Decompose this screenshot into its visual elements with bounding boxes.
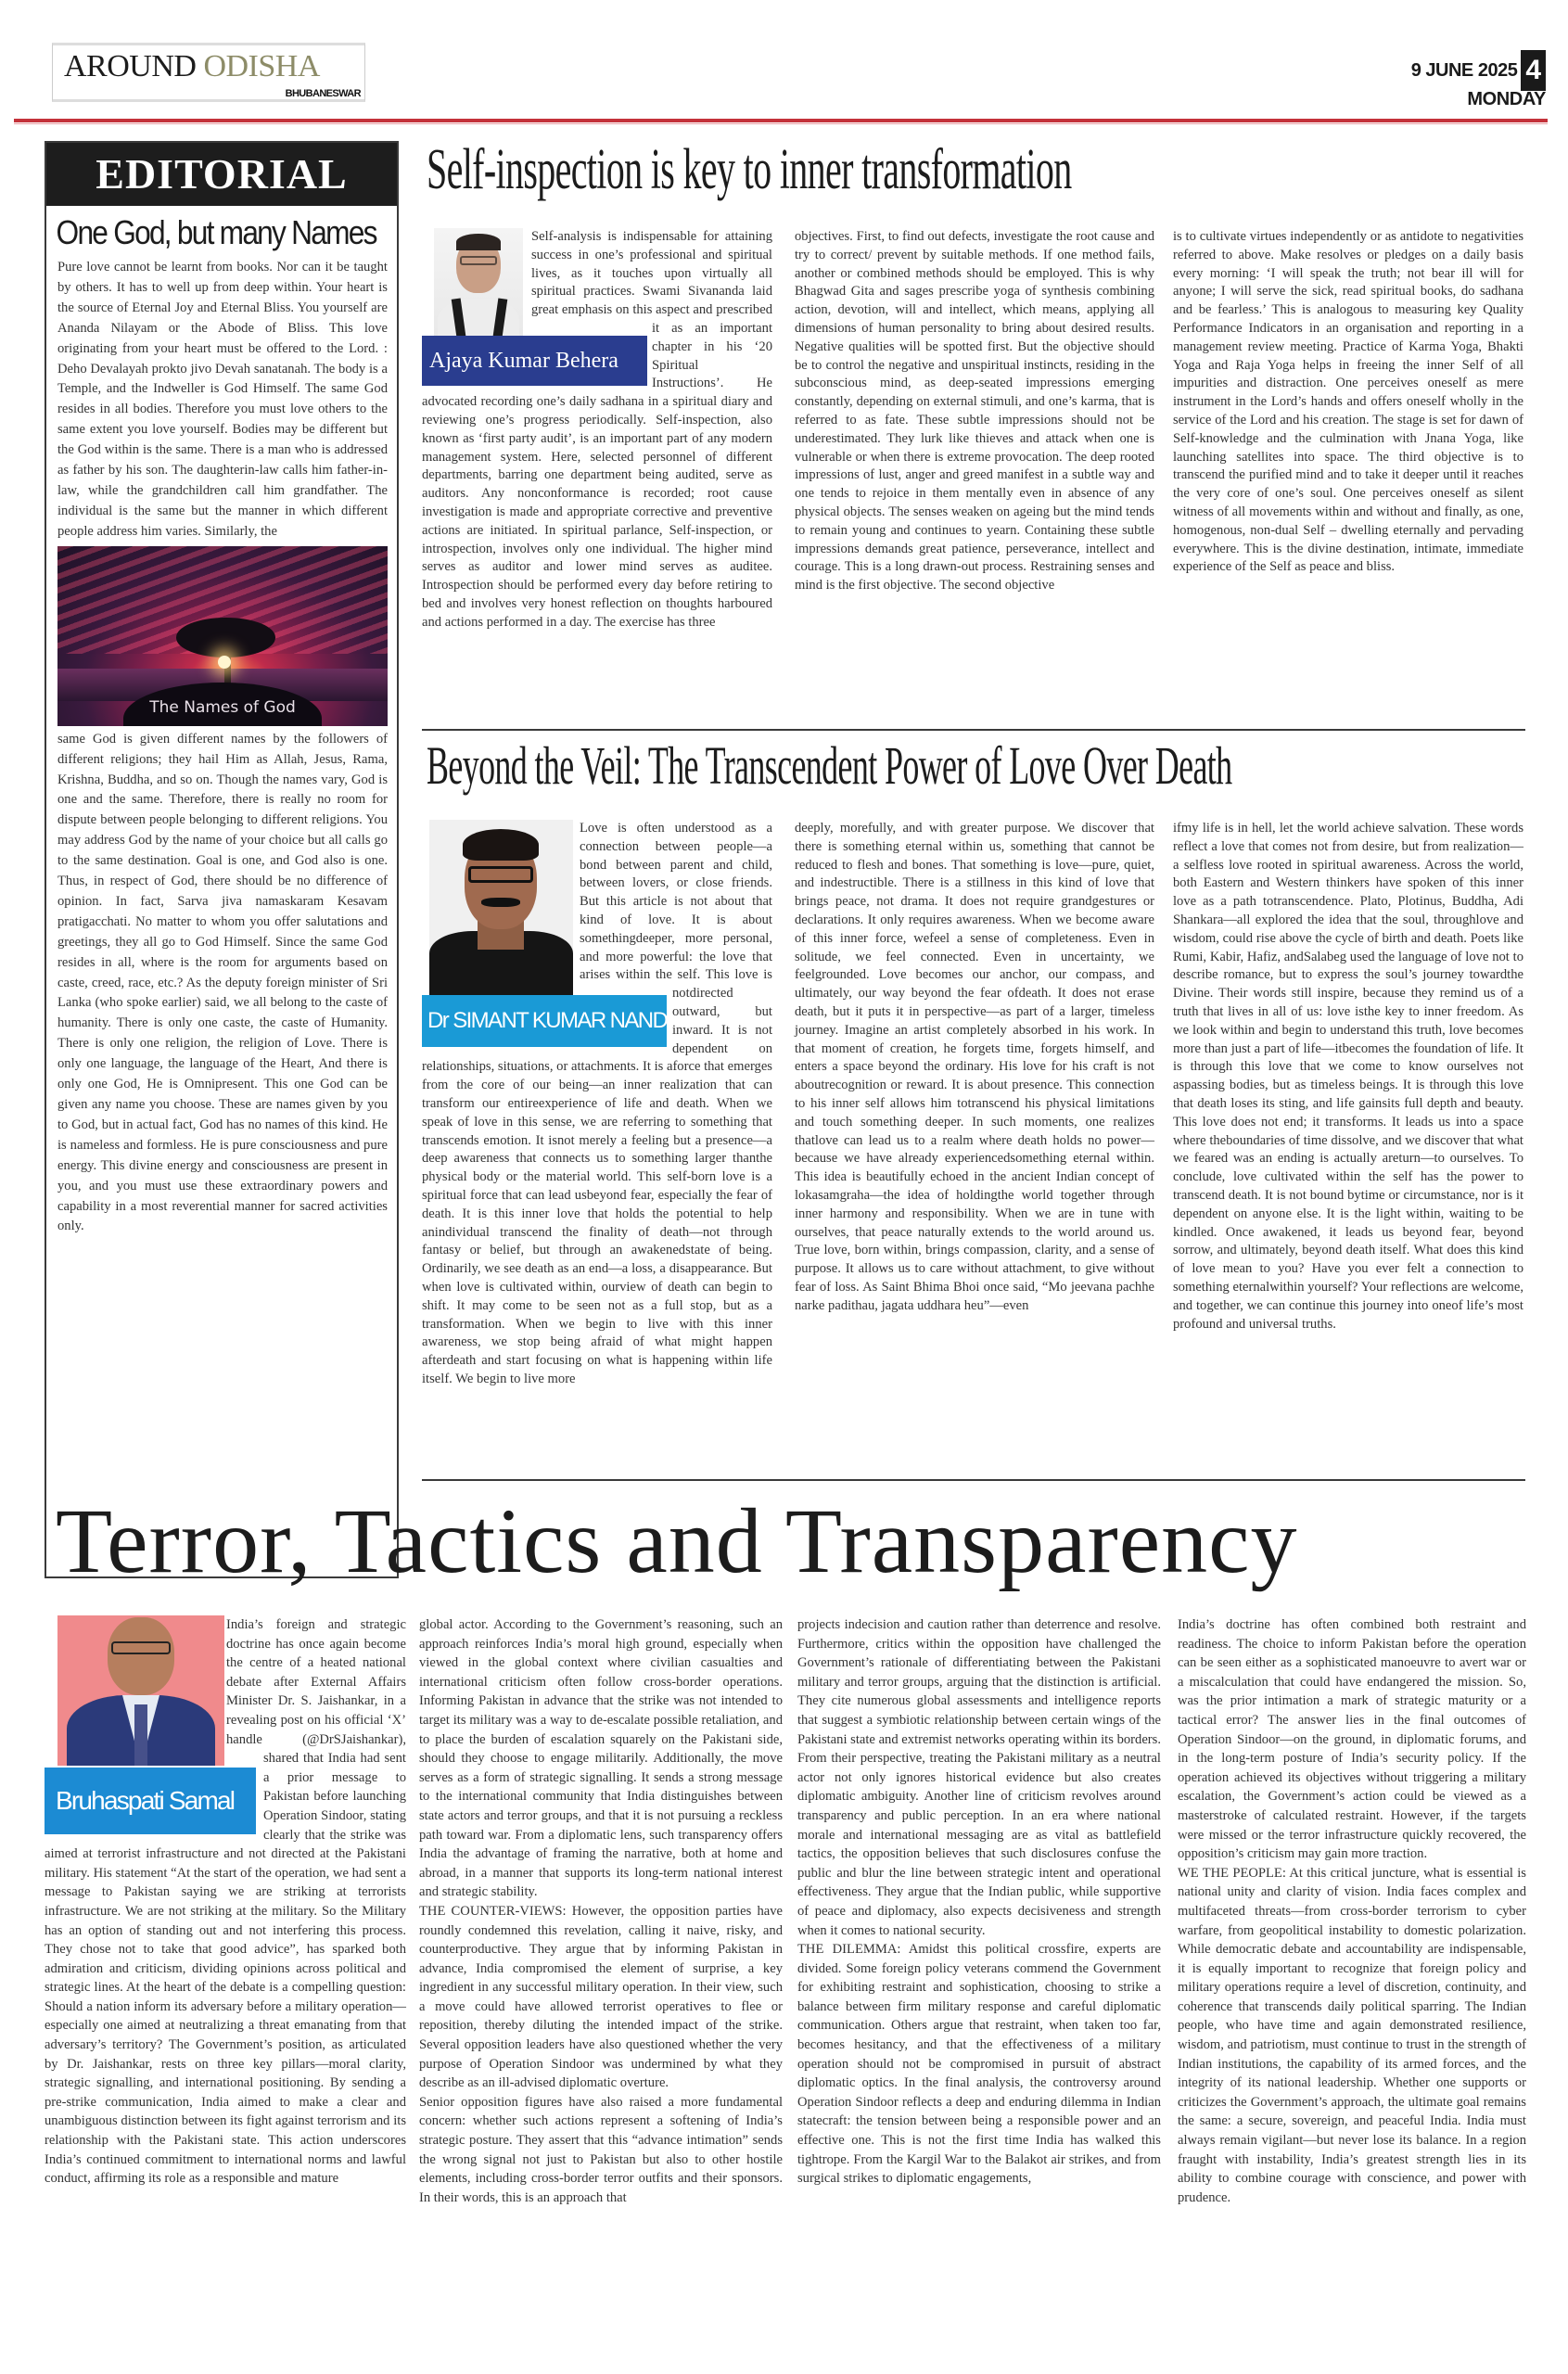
- article-column: [1178, 1615, 1526, 2207]
- tag-spacer: [422, 994, 672, 1050]
- masthead-logo: [52, 43, 365, 102]
- issue-day: MONDAY: [1467, 89, 1546, 109]
- edition-city: BHUBANESWAR: [285, 88, 361, 99]
- article-headline: Beyond the Veil: The Transcendent Power of Love Over Death: [427, 735, 1232, 796]
- article-column: [422, 820, 772, 1389]
- editorial-box: [45, 141, 399, 1578]
- image-caption: The Names of God: [149, 697, 296, 717]
- column-text: deeply, morefully, and with greater purpose. We discover that there is something eternal within us, something that cannot be reduced to flesh and bones. That something is love—pure, quiet, and indestructible. There is a stillness in this kind of love that brings peace, not drama. It does not require grandgestures or declarations. It only requires awareness. When we become aware of this inner force, wefeel a sense of completeness. Even in solitude, we feel connected. Even in uncertainty, we feelgrounded. Love becomes our anchor, our compass, and ultimately, our way beyond the fear ofdeath. It does not erase death, but it puts it in perspective—as part of a larger, timeless journey. Imagine an artist completely absorbed in his work. In that moment of creation, he forgets time, forgets himself, and enters a space beyond the ordinary. His love for his craft is not aboutrecognition or reward. It is about presence. This connection to his inner self allows him totranscend his physical limitations and touch something deeper. In such moments, one realizes thatlove can lead us to a realm where death holds no power—because we have already experiencedsomething eternal within. This idea is beautifully echoed in the ancient Indian concept of lokasamgraha—the idea of holdingthe world together through inner harmony and responsibility. When we are in tune with ourselves, that peace naturally extends to the world around us. True love, born within, brings compassion, clarity, and a sense of purpose. It allows us to care without attachment, to give without fear of loss. As Saint Bhima Bhoi once said, “Mo jeevana pachhe narke padithau, jagata uddhara heu”—even: [795, 821, 1154, 1313]
- article-column: [797, 1615, 1161, 2189]
- photo-spacer: [422, 820, 580, 994]
- tag-spacer: [422, 336, 652, 391]
- article-column: [1173, 820, 1523, 1334]
- brand-word-odisha: ODISHA: [203, 49, 320, 83]
- issue-date: 9 JUNE 2025: [1410, 59, 1518, 81]
- column-text: projects indecision and caution rather than deterrence and resolve. Furthermore, critics within the opposition have challenged the Government’s rationale of differentiating between the Pakistani military and terror groups, arguing that the distinction is artificial. They cite numerous global assessments and intelligence reports that suggest a symbiotic relationship between certain wings of the Pakistani state and extremist networks operating within its borders. From their perspective, treating the Pakistani military as a neutral actor not only ignores historical evidence but also creates diplomatic ambiguity. Another line of criticism revolves around transparency and public perception. In an era where national morale and international messaging are as vital as battlefield tactics, the opposition believes that such disclosures confuse the public and blur the line between strategic intent and operational effectiveness. They argue that the Indian public, while supportive of peace and diplomacy, also expects decisiveness and strength when it comes to national security. THE DILEMMA: Amidst this political crossfire, experts are divided. Some foreign policy veterans commend the Government for exhibiting restraint and sophistication, choosing to strike a balance between firm military response and careful diplomatic communication. Others argue that restraint, when taken too far, becomes hesitancy, and that the effectiveness of a military operation should not be compromised in pursuit of abstract diplomatic optics. In the final analysis, the controversy around Operation Sindoor reflects a deep and enduring dilemma in Indian statecraft: the tension between being a responsible power and an effective one. This is not the first time India has walked this tightrope. From the Kargil War to the Balakot air strikes, and from surgical strikes to diplomatic engagements,: [797, 1617, 1161, 2187]
- editorial-body-bottom: same God is given different names by the followers of different religions; they hail Him as Allah, Jesus, Rama, Krishna, Buddha, and so on. Though the names vary, God is one and the same. Therefore, there is really no room for dispute between people belonging to different religions. You may address God by the name of your choice but all calls go to the same destination. Goal is one, and God also is one. Thus, in respect of God, there should be no difference of opinion. In fact, Sarva jiva namaskaram Kesavam pratigacchati. No matter to whom you offer salutations and greetings, they all go to God Himself. Since the same God resides in all, where is the room for arguments based on caste, creed, race, etc.? As the deputy foreign minister of Sri Lanka (who spoke earlier) said, we all belong to the caste of humanity. There is only one caste, the caste of Humanity. There is only one religion, the religion of Love. There is only one language, the language of the Heart, And there is only one God, He is Omnipresent. This one God can be given any name you choose. These are names given by you to God, but in actual fact, God has no names of this kind. He is nameless and formless. He is pure consciousness and pure energy. This divine energy and consciousness are present in you, and you must use these extraordinary powers and capability in a most reverential manner for sacred activities only.: [57, 731, 388, 1234]
- author-byline: Dr SIMANT KUMAR NANDA: [422, 995, 667, 1047]
- brand-name: [64, 49, 320, 84]
- author-byline: Ajaya Kumar Behera: [422, 336, 647, 386]
- column-text: Self-analysis is indispensable for attaining success in one’s professional and spiritual lives, as it touches upon virtually all spiritual practices. Swami Sivananda laid great emphasis on this aspect and prescribed it as an important chapter in his ‘20 Spiritual Instructions’. He advocated recording one’s daily sadhana in a spiritual diary and reviewing one’s progress periodically. Self-inspection, also known as ‘first party audit’, is an important part of any modern management system. Here, selected personnel of different departments, barring one department being audited, serve as auditors. Any nonconformance is recorded; root cause investigation is made and appropriate corrective and preventive actions are initiated. In spiritual parlance, Self-inspection, or introspection, involves only one individual. The higher mind serves as auditor and lower mind serves as auditee. Introspection should be performed every day before retiring to bed and involves very honest reflection on thoughts harboured and actions performed in a day. The exercise has three: [422, 229, 772, 630]
- column-text: India’s foreign and strategic doctrine has once again become the centre of a heated national debate after External Affairs Minister Dr. S. Jaishankar, in a revealing post on his official ‘X’ handle (@DrSJaishankar), shared that India had sent a prior message to Pakistan before launching Operation Sindoor, stating clearly that the strike was aimed at terrorist infrastructure and not directed at the Pakistani military. His statement “At the start of the operation, we had sent a message to Pakistan saying we are striking at terrorists infrastructure. We are not striking at the military. So the Military has an option of standing out and not interfering this process. They chose not to take that good advice”, has sparked both admiration and criticism, dividing opinions across political and strategic lines. At the heart of the debate is a compelling question: Should a nation inform its adversary before a military operation—especially one aimed at neutralizing a threat emanating from that adversary’s territory? The Government’s position, as articulated by Dr. Jaishankar, rests on three key pillars—moral clarity, strategic signalling, and international positioning. By sending a pre-strike communication, India aimed to make a clear and unambiguous distinction between its fight against terrorism and its relationship with the Pakistani state. This action underscores India’s continued commitment to international norms and lawful conduct, affirming its role as a responsible and mature: [45, 1617, 406, 2187]
- article-column: [795, 228, 1154, 595]
- masthead-divider-shadow: [14, 123, 1548, 124]
- article-headline: Self-inspection is key to inner transformation: [427, 138, 1072, 201]
- editorial-label: EDITORIAL: [46, 143, 397, 206]
- photo-spacer: [422, 228, 531, 336]
- column-text: ifmy life is in hell, let the world achieve salvation. These words reflect a love that comes not from desire, but from realization—a selfless love rooted in spiritual awareness. Across the world, both Eastern and Western thinkers have spoken of this inner love as a path totranscendence. Plato, Plotinus, Buddha, Adi Shankara—all explored the idea that the soul, throughlove and wisdom, could rise above the cycle of birth and death. Poets like Rumi, Kabir, Hafiz, andSalabeg used the language of love not to describe romance, but to express the soul’s journey towardthe Divine. Their words still inspire, because they remind us of a truth that lives in all of us: love isthe key to inner freedom. As we look within and begin to understand this truth, love becomes more than just a part of life—itbecomes the foundation of life. It is through this love that we come to know ourselves not aspassing bodies, but as timeless beings. It is through this love that death loses its sting, and life gainsits full depth and beauty. This love does not end; it transforms. It leads us into a space where theboundaries of time dissolve, and we discover that what we feared was an ending is actually areturn—to ourselves. To conclude, love cultivated within the self has the power to transcend death. It is not bound bytime or circumstance, nor is it dependent on anyone else. It is the light within, waiting to be kindled. Once awakened, it leads us beyond fear, beyond sorrow, and ultimately, beyond death itself. What does this kind of love mean to you? Have you ever felt a connection to something eternalwithin yourself? Your reflections are welcome, and together, we can continue this journey into oneof life’s most profound and universal truths.: [1173, 821, 1523, 1332]
- column-text: Love is often understood as a connection between people—a bond between parent and child, between lovers, or close friends. But this article is not about that kind of love. It is about somethingdeeper, more personal, and more powerful: the love that arises within the self. This love is notdirected outward, but inward. It is not dependent on relationships, situations, or attachments. It is aforce that emerges from the core of our being—an inner realization that can transform our entireexperience of life and death. When we speak of love in this sense, we are referring to something that transcends emotion. It isnot merely a feeling but a presence—a deep awareness that connects us to something larger thanthe physical body or the material world. This self-born love is a spiritual force that can lead usbeyond fear, especially the fear of death. It is this inner love that holds the potential to help anindividual transcend the finality of death—not through fantasy or belief, but through an awakenedstate of being. Ordinarily, we see death as an end—a loss, a disappearance. But when love is cultivated within, ourview of death can begin to shift. It may come to be seen not as a full stop, but as a transformation. When we begin to live with this inner awareness, we stop being afraid of what might happen afterdeath and start focusing on what is happening within life itself. We begin to live more: [422, 821, 772, 1386]
- editorial-body-top: Pure love cannot be learnt from books. Nor can it be taught by others. It has to well up from deep within. Your heart is the source of Eternal Joy and Eternal Bliss. You yourself are Ananda Nilayam or the Abode of Bliss. This love originating from your heart must be offered to the Lord. : Deho Devalayah prokto jivo Devah sanatanah. The body is a Temple, and the Indweller is God Himself. The same God resides in all bodies. Therefore you must love others to the same extent you love yourself. Bodies may be different but the God within is the same. There is a man who is addressed as father by his son. The daughterin-law calls him father-in-law, while the grandchildren call him grandfather. The individual is the same but the manner in which different people address him varies. Similarly, the: [57, 260, 388, 539]
- page-number: 4: [1521, 50, 1546, 91]
- author-byline: Bruhaspati Samal: [45, 1768, 256, 1834]
- dateline: [1411, 50, 1546, 110]
- editorial-image: [57, 546, 388, 726]
- article-divider: [422, 729, 1525, 731]
- article-column: [422, 228, 772, 710]
- article-column: [45, 1615, 406, 2189]
- brand-word-around: AROUND: [64, 49, 197, 83]
- editorial-title: One God, but many Names: [56, 213, 376, 251]
- article-divider: [422, 1479, 1525, 1481]
- sun-glow: [218, 656, 231, 669]
- article-headline: Terror, Tactics and Transparency: [56, 1489, 1298, 1592]
- tag-spacer: [45, 1764, 263, 1836]
- article-column: [1173, 228, 1523, 577]
- column-text: objectives. First, to find out defects, investigate the root cause and try to correct/ prevent by suitable methods. If one method fails, another or combined methods should be employed. This is why Bhagwad Gita and sages prescribe yoga of synthesis combining action, devotion, will and intellect, which means, applying all dimensions of human personality to bring about desired results. Negative qualities will be spotted first. But the objective should be to control the negative and unspiritual instincts, residing in the subconscious mind, as deep-seated impressions emerging constantly, depending on external stimuli, and one’s karma, that is referred to as fate. These subtle impressions should not be underestimated. They lurk like thieves and attack when one is vulnerable or when there is extreme provocation. The deep rooted impressions of lust, anger and greed manifest in a subtle way and one tends to rejoice in them mentally even in absence of any physical objects. The senses weaken on ageing but the mind tends to remain young and continues to yearn. Containing these subtle impressions demands great patience, perseverance, intellect and courage. This is a long drawn-out process. Restraining senses and mind is the first objective. The second objective: [795, 229, 1154, 594]
- article-column: [419, 1615, 783, 2207]
- column-text: India’s doctrine has often combined both restraint and readiness. The choice to inform Pakistan before the operation can be seen either as a sophisticated manoeuvre to avert war or a miscalculation that could have endangered the mission. So, was the prior intimation a mark of strategic maturity or a tactical error? The answer lies in the final outcomes of Operation Sindoor—on the ground, in diplomatic forums, and in the long-term posture of India’s security policy. If the operation achieved its objectives without triggering a military escalation, the Government’s action could be viewed as a masterstroke of calculated restraint. However, if the targets were missed or the terror infrastructure quickly recovered, the opposition’s criticism may gain more traction. WE THE PEOPLE: At this critical juncture, what is essential is national unity and clarity of vision. India faces complex and multifaceted threats—from cross-border terrorism to cyber warfare, from geopolitical instability to domestic polarization. While democratic debate and accountability are indispensable, it is equally important to recognize that foreign policy and military operations require a level of discretion, continuity, and coherence that transcends daily political sparring. The Indian people, who have time and again demonstrated resilience, wisdom, and patriotism, must continue to trust in the strength of Indian institutions, the capability of its armed forces, and the integrity of its national leadership. Whether one supports or criticizes the Government’s approach, the ultimate goal remains the same: a secure, sovereign, and peaceful India. India must always remain vigilant—but never lose its balance. In a region fraught with instability, India’s greatest strength lies in its ability to combine courage with conscience, and power with prudence.: [1178, 1617, 1526, 2205]
- column-text: is to cultivate virtues independently or as antidote to negativities referred to above. Make resolves or pledges on a daily basis every morning: ‘I will speak the truth; not bear ill will for anyone; I will serve the sick, read spiritual books, do sadhana and be fearless.’ This is analogous to measuring key Quality Performance Indicators in an organisation and reporting in a management review meeting. Practice of Karma Yoga, Bhakti Yoga and Raja Yoga helps in freeing the inner Self of all impurities and distraction. One perceives oneself as mere instrument in the Lord’s hands and offers oneself wholly in the service of the Lord and his creation. The stage is set for dawn of Self-knowledge and the culmination with Jnana Yoga, like launching satellites into space. The third objective is to transcend the purified mind and to take it deeper until it reaches the very core of one’s soul. One perceives oneself as silent witness of all movements within and without and finally, as one, homogenous, non-dual Self – dwelling eternally and pervading everywhere. This is the divine destination, intimate, immediate experience of the Self as peace and bliss.: [1173, 229, 1523, 575]
- column-text: global actor. According to the Government’s reasoning, such an approach reinforces India’s moral high ground, especially when viewed in the global context where civilian casualties and international criticism often follow cross-border operations. Informing Pakistan in advance that the strike was not intended to target its military was a way to de-escalate possible retaliation, and to place the burden of escalation squarely on the Pakistani side, should they choose to engage militarily. Additionally, the move serves as a form of strategic signalling. It sends a strong message to the international community that India distinguishes between state actors and terror groups, and that it is not pursuing a reckless path toward war. From a diplomatic lens, such transparency offers India the advantage of framing the narrative, both at home and abroad, in a manner that supports its long-term national interest and strategic stability. THE COUNTER-VIEWS: However, the opposition parties have roundly condemned this revelation, calling it naive, risky, and counterproductive. They argue that by informing Pakistan in advance, India compromised the element of surprise, a key ingredient in any successful military operation. In their view, such a move could have allowed terrorist operatives to flee or reposition, thereby diluting the intended impact of the strike. Several opposition leaders have also questioned whether the very purpose of Operation Sindoor was undermined by what they describe as an ill-advised diplomatic overture. Senior opposition figures have also raised a more fundamental concern: whether such actions represent a softening of India’s strategic posture. They assert that this “advance intimation” sends the wrong signal not just to Pakistan but also to other hostile elements, including cross-border terror outfits and their sponsors. In their words, this is an approach that: [419, 1617, 783, 2205]
- masthead-divider: [14, 119, 1548, 122]
- article-column: [795, 820, 1154, 1316]
- photo-spacer: [45, 1615, 226, 1764]
